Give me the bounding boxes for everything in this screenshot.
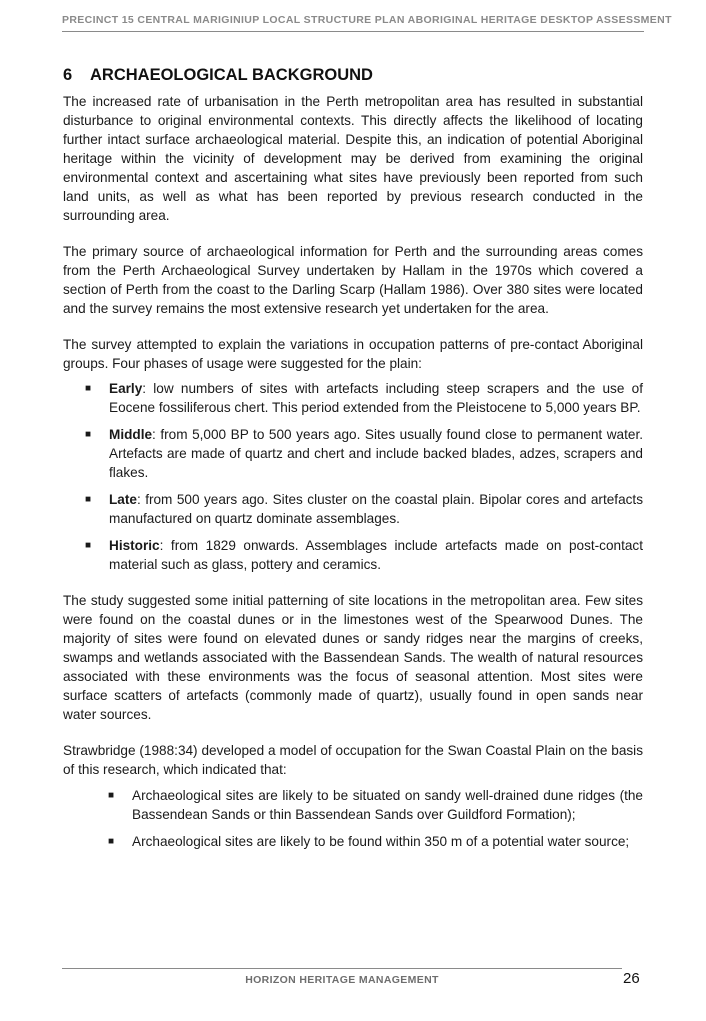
paragraph-urbanisation: The increased rate of urbanisation in the Perth metropolitan area has resulted in substantial disturbance to original environmental contexts. This directly affects the likelihood of locating further intact surface archaeological material. Despite this, an indication of potential Aboriginal heritage within the vicinity of development may be derived from examining the original environmental context and ascertaining what sites have previously been reported from such land units, as well as what has been reported by previous research conducted in the surrounding area. bbox=[63, 94, 643, 223]
bullet-icon: ■ bbox=[85, 494, 92, 505]
footer-rule bbox=[62, 968, 622, 969]
list-item-phase-historic bbox=[63, 536, 643, 574]
document-body bbox=[63, 64, 643, 851]
section-title: ARCHAEOLOGICAL BACKGROUND bbox=[90, 66, 373, 84]
bullet-icon: ■ bbox=[108, 790, 115, 801]
phase-term: Late bbox=[109, 492, 137, 507]
model-text: Archaeological sites are likely to be found within 350 m of a potential water source; bbox=[132, 834, 630, 849]
bullet-icon: ■ bbox=[108, 836, 115, 847]
phase-description: : from 500 years ago. Sites cluster on the coastal plain. Bipolar cores and artefacts manufactured on quartz dominate assemblages. bbox=[109, 492, 643, 526]
phases-list bbox=[63, 379, 643, 574]
bullet-icon: ■ bbox=[85, 383, 92, 394]
page-number: 26 bbox=[623, 970, 640, 987]
phase-description: : from 5,000 BP to 500 years ago. Sites usually found close to permanent water. Artefacts are made of quartz and chert and include backed blades, adzes, scrapers and flakes. bbox=[109, 427, 643, 480]
paragraph-perth-survey: The primary source of archaeological information for Perth and the surrounding areas comes from the Perth Archaeological Survey undertaken by Hallam in the 1970s which covered a section of Perth from the coast to the Darling Scarp (Hallam 1986). Over 380 sites were located and the survey remains the most extensive research yet undertaken for the area. bbox=[63, 244, 643, 316]
bullet-icon: ■ bbox=[85, 540, 92, 551]
model-text: Archaeological sites are likely to be situated on sandy well-drained dune ridges (the Bassendean Sands or thin Bassendean Sands over Guildford Formation); bbox=[132, 788, 643, 822]
list-item-model-dune-ridges bbox=[63, 786, 643, 824]
bullet-icon: ■ bbox=[85, 429, 92, 440]
paragraph-phases-intro: The survey attempted to explain the variations in occupation patterns of pre-contact Aboriginal groups. Four phases of usage were suggested for the plain: bbox=[63, 337, 643, 371]
list-item-phase-late bbox=[63, 490, 643, 528]
list-item-phase-early bbox=[63, 379, 643, 417]
phase-description: : from 1829 onwards. Assemblages include artefacts made on post-contact material such as glass, pottery and ceramics. bbox=[109, 538, 643, 572]
phase-term: Historic bbox=[109, 538, 160, 553]
phase-term: Early bbox=[109, 381, 143, 396]
page-header: PRECINCT 15 CENTRAL MARIGINIUP LOCAL STRUCTURE PLAN ABORIGINAL HERITAGE DESKTOP ASSESSMENT bbox=[62, 14, 644, 32]
paragraph-site-patterning: The study suggested some initial patterning of site locations in the metropolitan area. Few sites were found on the coastal dunes or in the limestones west of the Spearwood Dunes. The majority of sites were found on elevated dunes or sandy ridges near the margins of creeks, swamps and wetlands associated with the Bassendean Sands. The wealth of natural resources associated with these environments was the focus of seasonal attention. Most sites were surface scatters of artefacts (commonly made of quartz), usually found in open sands near water sources. bbox=[63, 593, 643, 722]
section-number: 6 bbox=[63, 66, 73, 84]
list-item-model-water-source bbox=[63, 832, 643, 851]
phase-description: : low numbers of sites with artefacts including steep scrapers and the use of Eocene fossiliferous chert. This period extended from the Pleistocene to 5,000 years BP. bbox=[109, 381, 643, 415]
section-heading bbox=[63, 64, 643, 86]
model-list bbox=[63, 786, 643, 851]
list-item-phase-middle bbox=[63, 425, 643, 482]
page-footer: HORIZON HERITAGE MANAGEMENT bbox=[245, 974, 439, 986]
paragraph-strawbridge-model: Strawbridge (1988:34) developed a model of occupation for the Swan Coastal Plain on the basis of this research, which indicated that: bbox=[63, 743, 643, 777]
phase-term: Middle bbox=[109, 427, 153, 442]
